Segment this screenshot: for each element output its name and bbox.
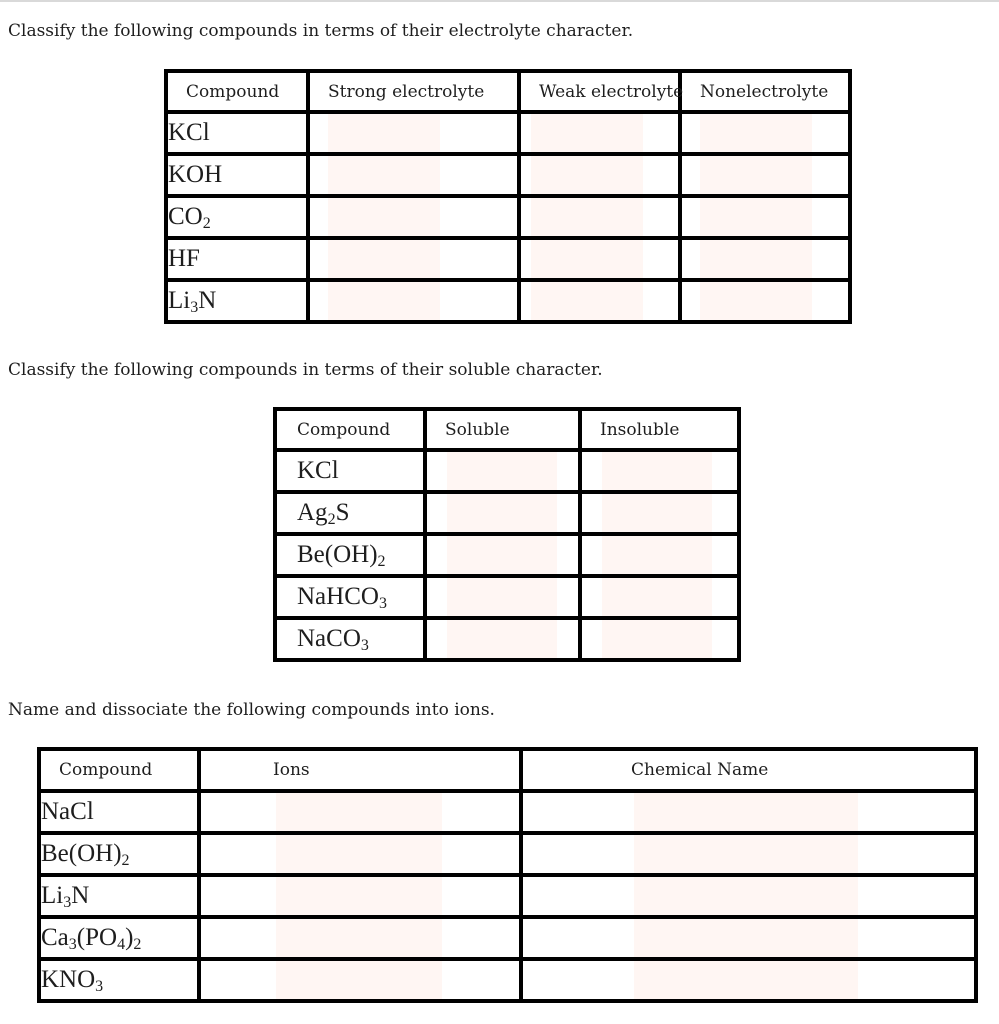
header-row: [166, 71, 850, 112]
table-row: [39, 959, 976, 1001]
insoluble-answer[interactable]: [580, 492, 739, 534]
compound-cell: $CO_2$: [166, 196, 308, 238]
header-compound: Compound: [275, 409, 425, 450]
table-row: [39, 833, 976, 875]
compound-cell: $Ca_3(PO_4)_2$: [39, 917, 199, 959]
table-row: [166, 196, 850, 238]
table-row: [166, 280, 850, 322]
header-soluble: Soluble: [425, 409, 580, 450]
ions-answer[interactable]: [199, 917, 521, 959]
header-insoluble: Insoluble: [580, 409, 739, 450]
compound-cell: $Be(OH)_2$: [39, 833, 199, 875]
compound-cell: $Be(OH)_2$: [275, 534, 425, 576]
insoluble-answer[interactable]: [580, 450, 739, 492]
header-chemical-name: Chemical Name: [521, 749, 976, 791]
weak-electrolyte-answer[interactable]: [519, 238, 680, 280]
soluble-answer[interactable]: [425, 576, 580, 618]
chemical-name-answer[interactable]: [521, 833, 976, 875]
table-row: [275, 576, 739, 618]
strong-electrolyte-answer[interactable]: [308, 196, 519, 238]
strong-electrolyte-answer[interactable]: [308, 112, 519, 154]
header-nonelectrolyte: Nonelectrolyte: [680, 71, 850, 112]
strong-electrolyte-answer[interactable]: [308, 154, 519, 196]
insoluble-answer[interactable]: [580, 576, 739, 618]
compound-cell: KCl: [166, 112, 308, 154]
top-divider: [0, 0, 999, 2]
weak-electrolyte-answer[interactable]: [519, 112, 680, 154]
electrolyte-table: [164, 69, 852, 324]
solubility-table: [273, 407, 741, 662]
strong-electrolyte-answer[interactable]: [308, 238, 519, 280]
chemical-name-answer[interactable]: [521, 791, 976, 833]
soluble-answer[interactable]: [425, 450, 580, 492]
chemical-name-answer[interactable]: [521, 875, 976, 917]
weak-electrolyte-answer[interactable]: [519, 196, 680, 238]
soluble-answer[interactable]: [425, 492, 580, 534]
nonelectrolyte-answer[interactable]: [680, 196, 850, 238]
header-ions: Ions: [199, 749, 521, 791]
compound-cell: KOH: [166, 154, 308, 196]
table-row: [39, 917, 976, 959]
nonelectrolyte-answer[interactable]: [680, 280, 850, 322]
ions-answer[interactable]: [199, 959, 521, 1001]
compound-cell: NaCO$_3$: [275, 618, 425, 660]
ions-prompt: Name and dissociate the following compounds into ions.: [8, 700, 495, 720]
table-row: [39, 791, 976, 833]
table-row: [275, 534, 739, 576]
header-row: [39, 749, 976, 791]
chemical-name-answer[interactable]: [521, 917, 976, 959]
table-row: [39, 875, 976, 917]
soluble-answer[interactable]: [425, 618, 580, 660]
insoluble-answer[interactable]: [580, 618, 739, 660]
header-compound: Compound: [166, 71, 308, 112]
compound-cell: HF: [166, 238, 308, 280]
table-row: [275, 450, 739, 492]
compound-cell: KCl: [275, 450, 425, 492]
header-row: [275, 409, 739, 450]
table-row: [166, 238, 850, 280]
table-row: [166, 112, 850, 154]
soluble-answer[interactable]: [425, 534, 580, 576]
nonelectrolyte-answer[interactable]: [680, 112, 850, 154]
chemical-name-answer[interactable]: [521, 959, 976, 1001]
compound-cell: NaCl: [39, 791, 199, 833]
weak-electrolyte-answer[interactable]: [519, 280, 680, 322]
table-row: [275, 618, 739, 660]
strong-electrolyte-answer[interactable]: [308, 280, 519, 322]
ions-answer[interactable]: [199, 791, 521, 833]
header-strong-electrolyte: Strong electrolyte: [308, 71, 519, 112]
table-row: [166, 154, 850, 196]
solubility-prompt: Classify the following compounds in terms of their soluble character.: [8, 360, 603, 380]
header-compound: Compound: [39, 749, 199, 791]
table-row: [275, 492, 739, 534]
compound-cell: NaHCO$_3$: [275, 576, 425, 618]
nonelectrolyte-answer[interactable]: [680, 238, 850, 280]
weak-electrolyte-answer[interactable]: [519, 154, 680, 196]
compound-cell: $KNO_3$: [39, 959, 199, 1001]
ions-answer[interactable]: [199, 833, 521, 875]
header-weak-electrolyte: Weak electrolyte: [519, 71, 680, 112]
insoluble-answer[interactable]: [580, 534, 739, 576]
compound-cell: $Ag_2S$: [275, 492, 425, 534]
nonelectrolyte-answer[interactable]: [680, 154, 850, 196]
compound-cell: $Li_3N$: [166, 280, 308, 322]
compound-cell: $Li_3N$: [39, 875, 199, 917]
ions-answer[interactable]: [199, 875, 521, 917]
electrolyte-prompt: Classify the following compounds in terms of their electrolyte character.: [8, 21, 634, 41]
ions-table: [37, 747, 978, 1003]
